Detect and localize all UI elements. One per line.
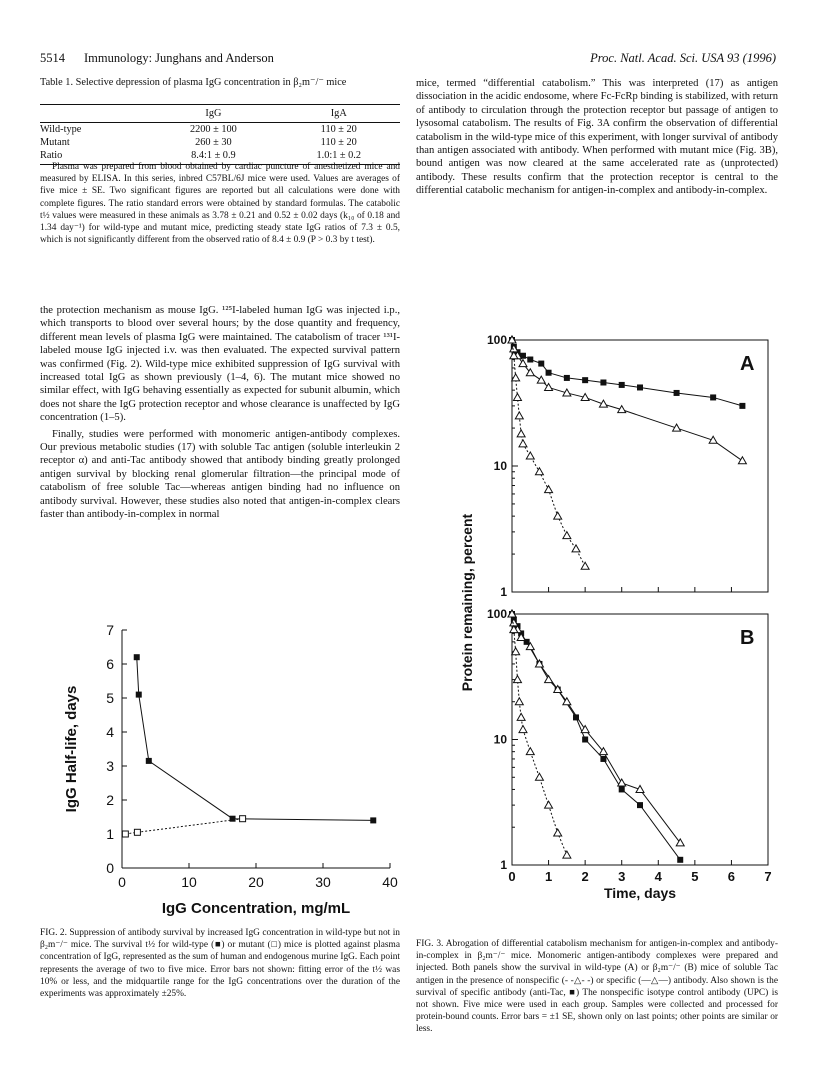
x-tick-label: 3 [618,869,626,884]
data-point-open-triangle [519,360,527,367]
running-section-title: Immunology: Junghans and Anderson [84,51,274,65]
data-point-filled-square [600,756,606,762]
x-tick-label: 40 [382,874,398,890]
panel-frame [512,340,768,592]
series-line [125,819,242,834]
data-point-open-triangle [554,512,562,519]
data-point-filled-square [538,361,544,367]
right-column-text [416,77,778,198]
y-tick-label: 4 [106,724,114,740]
x-axis-label: IgG Concentration, mg/mL [161,900,351,917]
data-point-filled-square [739,403,745,409]
data-point-filled-square [370,817,376,823]
series-line [512,614,680,843]
table1-col-header [40,105,149,123]
y-axis-label: IgG Half-life, days [63,685,80,813]
x-tick-label: 2 [581,869,589,884]
data-point-open-triangle [515,698,523,705]
figure-3-caption: FIG. 3. Abrogation of differential catabolism mechanism for antigen-in-complex and antibody-in-complex in β₂m⁻/⁻ mice. Monomeric antigen-antibody complexes were prepared and injected. Both panels show the survival in wild-type (A) or β₂m⁻/⁻ (B) mice of soluble Tac antigen in the presence of nonspecific (- -△- -) or specific (—△—) antibody. Also shown is the survival of specific antibody (anti-Tac, ■) The nonspecific isotype control antibody (UPC) is not shown. Five mice were used in each group. Samples were collected and processed for protein-bound counts. Error bars = ±1 SE, shown only on last points; other points are similar or less. [416,939,778,1035]
figure-2-caption: FIG. 2. Suppression of antibody survival by increased IgG concentration in wild-type but not in β₂m⁻/⁻ mice. The survival t½ for wild-type (■) or mutant (□) mice is plotted against plasma concentration of IgG, represented as the sum of human and endogenous murine IgG. Each point represents the average of two to five mice. Error bars not shown: fitting error of the t½ was 10% or less, and the midquartile range for the IgG concentrations over the duration of the experiments was approximately ±25%. [40,928,400,1000]
x-tick-label: 5 [691,869,699,884]
x-tick-label: 6 [727,869,736,884]
table1-col-header: IgG [149,105,277,123]
data-point-open-square [122,831,128,837]
y-tick-label: 3 [106,758,114,774]
data-point-open-triangle [519,726,527,733]
y-axis-label: Protein remaining, percent [459,513,475,692]
y-tick-label: 2 [106,792,114,808]
data-point-open-triangle [563,532,571,539]
data-point-open-triangle [563,851,571,858]
data-point-filled-square [527,357,533,363]
data-point-open-triangle [581,562,589,569]
table-cell: 110 ± 20 [320,124,357,135]
data-point-filled-square [619,786,625,792]
figure-3-chart [456,328,776,908]
y-tick-label: 6 [106,656,114,672]
table-cell: 2200 ± 100 [189,124,237,135]
data-point-open-triangle [535,773,543,780]
table-cell: 110 ± 20 [320,137,357,148]
page-number: 5514 [40,51,65,65]
table1-footnote: Plasma was prepared from blood obtained by cardiac puncture of anesthetized mice and measured by ELISA. In this series, inbred C57BL/6J mice were used. Values are averages of five mice ± SE. Two significant figures are reported but all calculations were done with complete figures. The ratio standard errors were obtained by standard formulas. The catabolic t½ values were measured in these animals as 3.78 ± 0.21 and 0.52 ± 0.02 days (k₁₀ of 0.18 and 1.34 day⁻¹) for wild-type and mutant mice, predicting steady state IgG ratios of 7.3 ± 0.5, which is not significantly different from the observed ratio of 8.4 ± 0.9 (P > 0.3 by t test). [40,162,400,246]
data-point-open-triangle [738,457,746,464]
y-tick-label: 1 [500,858,507,872]
series-line [512,614,680,860]
data-point-filled-square [230,816,236,822]
table1-title: Table 1. Selective depression of plasma IgG concentration in β₂m⁻/⁻ mice [40,77,347,88]
data-point-open-triangle [581,726,589,733]
table-cell: Ratio [40,149,149,165]
data-point-filled-square [146,758,152,764]
x-tick-label: 20 [248,874,264,890]
x-axis-label: Time, days [603,885,677,901]
panel-frame [512,614,768,865]
y-tick-label: 10 [493,459,507,473]
series-line [512,340,742,461]
x-tick-label: 4 [654,869,662,884]
y-tick-label: 7 [106,622,114,638]
data-point-filled-square [136,692,142,698]
left-column-text [40,304,400,522]
data-point-filled-square [710,394,716,400]
x-tick-label: 0 [508,869,516,884]
data-point-open-triangle [537,376,545,383]
table-cell: Wild-type [40,124,82,135]
x-tick-label: 0 [118,874,126,890]
data-point-open-triangle [513,393,521,400]
body-paragraph: the protection mechanism as mouse IgG. ¹²⁵I-labeled human IgG was injected i.p., which transports to blood over several hours; by the dose quantity and frequency, different mean levels of plasma IgG were maintained. The catabolism of tracer ¹³¹I-labeled mouse IgG injected i.v. was then evaluated. The expected survival pattern was confirmed (Fig. 2). Wild-type mice exhibited suppression of IgG survival with increased total IgG as shown previously (1–4, 6). The mutant mice showed no similar effect, with IgG behaving essentially as expected for subunit albumin, which does not share the IgG protection receptor and whose clearance is unaffected by IgG concentration (1–5). [40,305,400,424]
table-row [40,136,400,149]
data-point-open-square [240,816,246,822]
data-point-open-triangle [545,676,553,683]
table-cell: 8.4:1 ± 0.9 [149,149,277,165]
data-point-filled-square [637,802,643,808]
data-point-open-triangle [517,430,525,437]
data-point-open-triangle [545,801,553,808]
panel-label: A [740,353,755,375]
data-point-open-triangle [517,713,525,720]
y-tick-label: 0 [106,860,114,876]
data-point-open-triangle [526,452,534,459]
data-point-open-triangle [554,829,562,836]
data-point-filled-square [677,857,683,863]
data-point-filled-square [582,377,588,383]
body-paragraph: Finally, studies were performed with monomeric antigen-antibody complexes. Our previous metabolic studies (17) with soluble Tac antigen (soluble interleukin 2 receptor α) and anti-Tac antibody showed that antibody binding greatly prolonged antigen survival by blocking renal glomerular filtration—the principal mode of catabolism of free soluble Tac—whereas antigen binding had no influence on antibody survival. However, these studies also noted that antigen-in-complex clears faster than antibody-in-complex in normal [40,428,400,521]
body-paragraph: mice, termed “differential catabolism.” This was interpreted (17) as antigen dissociation in the acidic endosome, where Fc-FcRp binding is stabilized, with return of antibody to circulation through the protection receptor but passage of antigen to lysosomal catabolism. The results of Fig. 3A confirm the observation of differential catabolism in the wild-type mice of this experiment, with longer survival of antibody than antigen associated with antibody. When performed with mutant mice (Fig. 3B), bound antigen was now cleared at the same accelerated rate as (unprotected) antibody. These results confirm that the protection receptor is central to the differential catabolic mechanism for antigen-in-complex and antibody-in-complex. [416,78,778,197]
y-tick-label: 1 [500,585,507,599]
y-tick-label: 5 [106,690,114,706]
figure-2-chart [60,618,400,918]
y-tick-label: 10 [493,732,507,747]
data-point-open-triangle [515,412,523,419]
x-tick-label: 10 [181,874,197,890]
x-tick-label: 30 [315,874,331,890]
data-point-open-triangle [526,748,534,755]
data-point-filled-square [546,370,552,376]
y-tick-label: 100 [486,333,507,347]
data-point-filled-square [564,375,570,381]
data-point-open-triangle [535,468,543,475]
data-point-filled-square [582,737,588,743]
data-point-filled-square [134,654,140,660]
x-tick-label: 7 [764,869,772,884]
y-tick-label: 1 [106,826,114,842]
data-point-filled-square [637,384,643,390]
data-point-open-triangle [618,779,626,786]
x-tick-label: 1 [544,869,553,884]
series-line [137,657,374,820]
data-point-open-triangle [572,545,580,552]
data-point-filled-square [619,382,625,388]
data-point-open-triangle [519,440,527,447]
y-tick-label: 100 [486,607,507,621]
data-point-filled-square [600,379,606,385]
table-cell: Mutant [40,137,70,148]
data-point-open-triangle [545,486,553,493]
table1-col-header: IgA [278,105,400,123]
data-point-open-square [134,829,140,835]
panel-label: B [740,627,755,649]
journal-citation: Proc. Natl. Acad. Sci. USA 93 (1996) [590,51,776,65]
table-cell: 260 ± 30 [195,137,232,148]
data-point-filled-square [674,390,680,396]
table-row [40,123,400,137]
table1 [40,104,400,165]
table-cell: 1.0:1 ± 0.2 [278,149,400,165]
series-line [512,614,567,855]
